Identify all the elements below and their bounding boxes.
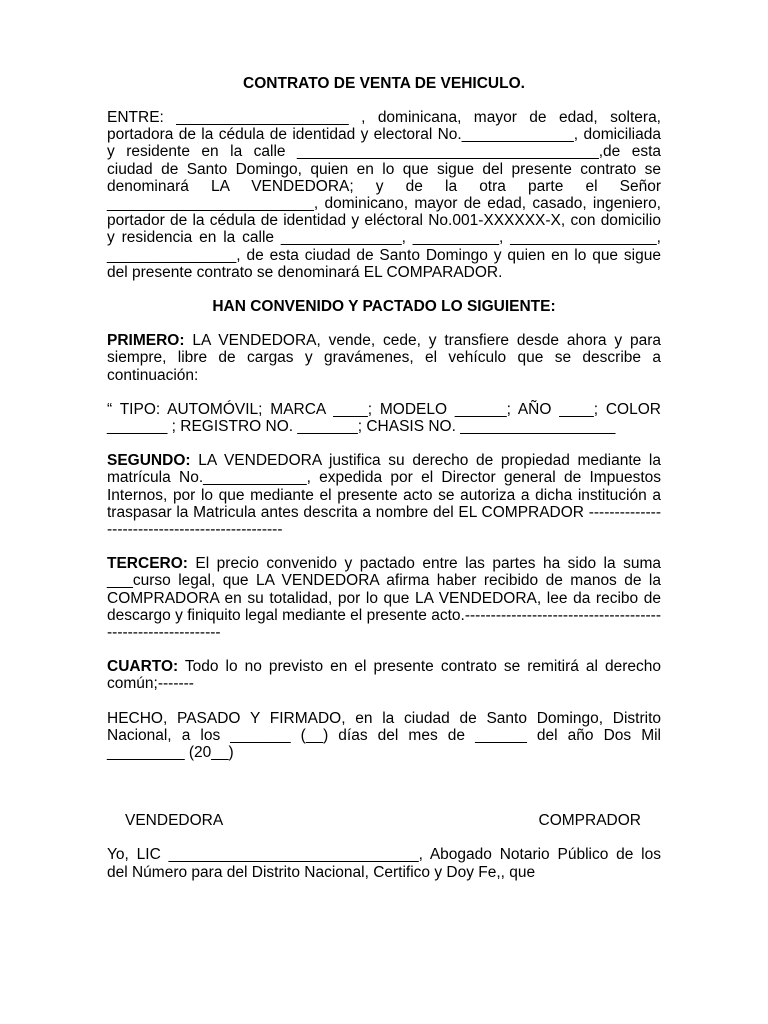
clause-tercero (107, 555, 661, 641)
clause-tercero-label: TERCERO: (107, 555, 188, 573)
clause-primero-label: PRIMERO: (107, 332, 185, 350)
closing-paragraph: HECHO, PASADO Y FIRMADO, en la ciudad de Santo Domingo, Distrito Nacional, a los _______ (__) días del mes de ______ del año Dos Mil _________ (20__) (107, 709, 661, 762)
document-title: CONTRATO DE VENTA DE VEHICULO. (243, 75, 525, 92)
clause-cuarto-text: Todo lo no previsto en el presente contrato se remitirá al derecho común;------- (107, 658, 661, 693)
signature-comprador: COMPRADOR (538, 812, 641, 830)
clause-segundo (107, 452, 661, 538)
clause-cuarto (107, 658, 661, 692)
clause-primero (107, 332, 661, 384)
clause-tercero-text: El precio convenido y pactado entre las partes ha sido la suma ___curso legal, que LA VENDEDORA afirma haber recibido de manos de la COMPRADORA en su totalidad, por lo que LA VENDEDORA, lee da recibo de descargo y finiquito legal mediante el presente acto.------------------------------------------------------------ (107, 555, 661, 642)
signature-vendedora: VENDEDORA (125, 812, 224, 830)
clause-cuarto-label: CUARTO: (107, 658, 179, 676)
clause-primero-text: LA VENDEDORA, vende, cede, y transfiere desde ahora y para siempre, libre de cargas y gravámenes, el vehículo que se describe a continuación: (107, 332, 661, 384)
vehicle-description: “ TIPO: AUTOMÓVIL; MARCA ____; MODELO ______; AÑO ____; COLOR _______ ; REGISTRO NO. _______; CHASIS NO. __________________ (107, 400, 661, 436)
clause-segundo-label: SEGUNDO: (107, 452, 191, 470)
paragraph-entre: ENTRE: ____________________ , dominicana, mayor de edad, soltera, portadora de la cédula de identidad y electoral No._____________, domiciliada y residente en la calle ___________________________________,de esta ciudad de Santo Domingo, quien en lo que sigue del presente contrato se denominará LA VENDEDORA; y de la otra parte el Señor ________________________, dominicano, mayor de edad, casado, ingeniero, portador de la cédula de identidad y eléctoral No.001-XXXXXX-X, con domicilio y residencia en la calle ______________, __________, _________________, _______________, de esta ciudad de Santo Domingo y quien en lo que sigue del presente contrato se denominará EL COMPARADOR. (107, 109, 661, 281)
document-body (107, 109, 661, 881)
notary-paragraph: Yo, LIC _____________________________, Abogado Notario Público de los del Número para del Distrito Nacional, Certifico y Doy Fe,, que (107, 846, 661, 881)
clause-segundo-text: LA VENDEDORA justifica su derecho de propiedad mediante la matrícula No.____________, expedida por el Director general de Impuestos Internos, por lo que mediante el presente acto se autoriza a dicha institución a traspasar la Matricula antes descrita a nombre del EL COMPRADOR ------------------------------------------------ (107, 452, 661, 539)
section-heading: HAN CONVENIDO Y PACTADO LO SIGUIENTE: (212, 298, 556, 316)
signature-labels (107, 812, 661, 829)
